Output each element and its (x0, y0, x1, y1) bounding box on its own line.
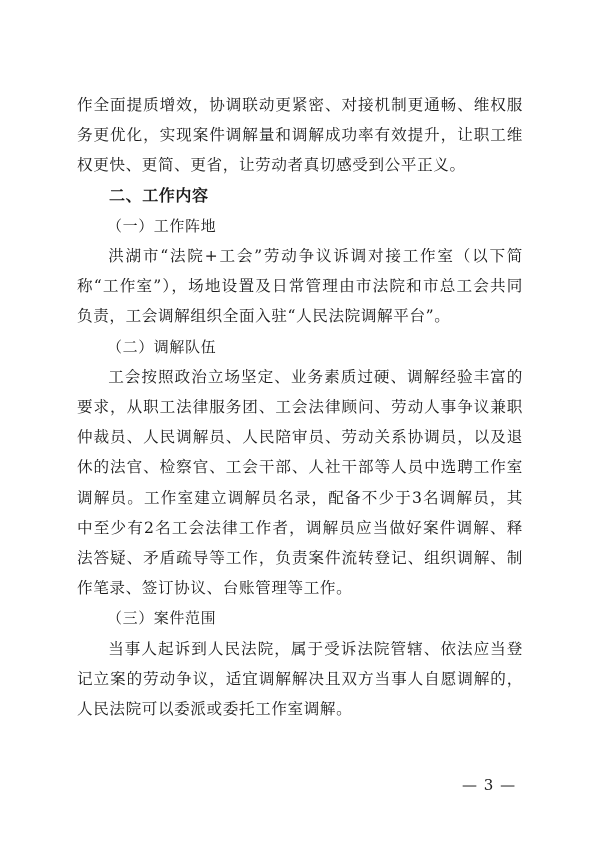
subsection-title-3: （三）案件范围 (107, 609, 217, 628)
page-number: — 3 — (462, 776, 517, 794)
intro-paragraph: 作全面提质增效，协调联动更紧密、对接机制更通畅、维权服务更优化，实现案件调解量和调解成功率有效提升，让职工维权更快、更简、更省，让劳动者真切感受到公平正义。 (77, 96, 523, 175)
subsection-paragraph-2: 工会按照政治立场坚定、业务素质过硬、调解经验丰富的要求，从职工法律服务团、工会法律顾问、劳动人事争议兼职仲裁员、人民调解员、人民陪审员、劳动关系协调员，以及退休的法官、检察官、工会干部、人社干部等人员中选聘工作室调解员。工作室建立调解员名录，配备不少于3名调解员，其中至少有2名工会法律工作者，调解员应当做好案件调解、释法答疑、矛盾疏导等工作，负责案件流转登记、组织调解、制作笔录、签订协议、台账管理等工作。 (77, 367, 523, 598)
subsection-title-1: （一）工作阵地 (107, 216, 217, 235)
subsection-paragraph-3: 当事人起诉到人民法院，属于受诉法院管辖、依法应当登记立案的劳动争议，适宜调解解决且双方当事人自愿调解的，人民法院可以委派或委托工作室调解。 (77, 639, 523, 719)
section-title: 二、工作内容 (109, 185, 209, 205)
subsection-paragraph-1: 洪湖市“法院+工会”劳动争议诉调对接工作室（以下简称“工作室”），场地设置及日常管理由市法院和市总工会共同负责，工会调解组织全面入驻“人民法院调解平台”。 (77, 247, 523, 326)
subsection-title-2: （二）调解队伍 (107, 337, 217, 356)
document-body (77, 90, 523, 724)
